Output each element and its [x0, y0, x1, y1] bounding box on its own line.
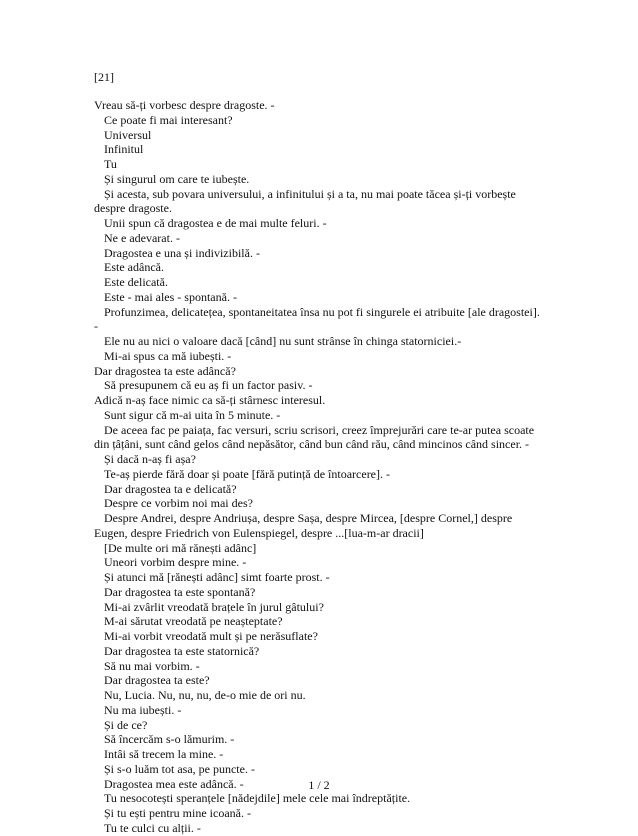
text-line: Dar dragostea ta e delicată?: [104, 481, 237, 496]
text-line: Și de ce?: [104, 717, 148, 732]
text-line: Să nu mai vorbim. -: [104, 658, 200, 673]
text-line: Și tu ești pentru mine icoană. -: [104, 806, 251, 820]
text-line: Dar dragostea ta este spontană?: [104, 584, 256, 599]
text-line: Mi-ai zvârlit vreodată brațele în jurul gâtului?: [104, 599, 324, 614]
text-line: Despre Andrei, despre Andriușa, despre Sașa, despre Mircea, [despre Cornel,] despre: [104, 511, 513, 525]
text-line: Dar dragostea ta este?: [104, 673, 210, 688]
text-line: Și acesta, sub povara universului, a infinitului și a ta, nu mai poate tăcea și-ți vorbește: [104, 186, 516, 201]
text-line: Despre ce vorbim noi mai des?: [104, 496, 253, 511]
text-line: Vreau să-ți vorbesc despre dragoste. -: [94, 98, 275, 112]
text-line: -: [94, 319, 98, 334]
text-line: Unii spun că dragostea e de mai multe feluri. -: [104, 216, 327, 230]
text-line: Universul: [104, 127, 152, 142]
text-line: Ce poate fi mai interesant?: [104, 112, 233, 127]
text-line: Este adâncă.: [104, 260, 164, 275]
text-line: Dar dragostea ta este adâncă?: [94, 363, 236, 378]
text-line: Să încercăm s-o lămurim. -: [104, 732, 235, 747]
text-line: Ele nu au nici o valoare dacă [când] nu sunt strânse în chinga statorniciei.-: [104, 334, 462, 348]
text-line: Și s-o luăm tot asa, pe puncte. -: [104, 761, 255, 776]
text-line: Tu nesocotești speranțele [nădejdile] mele cele mai îndreptățite.: [104, 791, 411, 806]
text-line: din țâțâni, sunt când gelos când nepăsător, când bun când rău, când mincinos când sincer. -: [94, 437, 530, 452]
text-line: Tu te culci cu alții. -: [104, 820, 201, 835]
text-line: Să presupunem că eu aș fi un factor pasiv. -: [104, 378, 313, 393]
text-line: Ne e adevarat. -: [104, 230, 180, 245]
text-line: Nu ma iubești. -: [104, 702, 182, 717]
text-line: Tu: [104, 157, 117, 171]
text-line: Profunzimea, delicatețea, spontaneitatea însa nu pot fi singurele ei atribuite [ale dragostei].: [104, 304, 540, 319]
text-line: Uneori vorbim despre mine. -: [104, 555, 247, 570]
text-line: Nu, Lucia. Nu, nu, nu, de-o mie de ori nu.: [104, 688, 306, 702]
text-line: Și dacă n-aș fi așa?: [104, 452, 196, 466]
text-line: Este delicată.: [104, 275, 168, 289]
document-body: [94, 98, 554, 836]
text-line: Dragostea mea este adâncă. -: [104, 776, 244, 791]
text-line: Mi-ai vorbit vreodată mult și pe nerăsuflate?: [104, 629, 318, 643]
text-line: despre dragoste.: [94, 201, 172, 216]
text-line: Este - mai ales - spontană. -: [104, 289, 237, 304]
text-line: Și atunci mă [rănești adânc] simt foarte prost. -: [104, 570, 330, 584]
text-line: [De multe ori mă rănești adânc]: [104, 540, 257, 555]
text-line: Adică n-aș face nimic ca să-ți stârnesc interesul.: [94, 393, 326, 407]
text-line: De aceea fac pe paiața, fac versuri, scriu scrisori, creez împrejurări care te-ar putea scoate: [104, 422, 535, 437]
section-number: [21]: [94, 70, 114, 84]
text-line: M-ai sărutat vreodată pe neașteptate?: [104, 614, 283, 629]
text-line: Te-aș pierde fără doar și poate [fără putință de întoarcere]. -: [104, 466, 391, 481]
page-number: 1 / 2: [308, 778, 330, 792]
text-line: Eugen, despre Friedrich von Eulenspiegel, despre ...[lua-m-ar dracii]: [94, 525, 424, 540]
text-line: Intâi să trecem la mine. -: [104, 747, 224, 761]
text-line: Și singurul om care te iubește.: [104, 171, 250, 186]
text-line: Sunt sigur că m-ai uita în 5 minute. -: [104, 407, 281, 422]
text-line: Dar dragostea ta este statornică?: [104, 643, 260, 658]
text-line: Infinitul: [104, 142, 144, 157]
text-line: Dragostea e una și indivizibilă. -: [104, 245, 260, 260]
text-line: Mi-ai spus ca mă iubești. -: [104, 348, 232, 363]
